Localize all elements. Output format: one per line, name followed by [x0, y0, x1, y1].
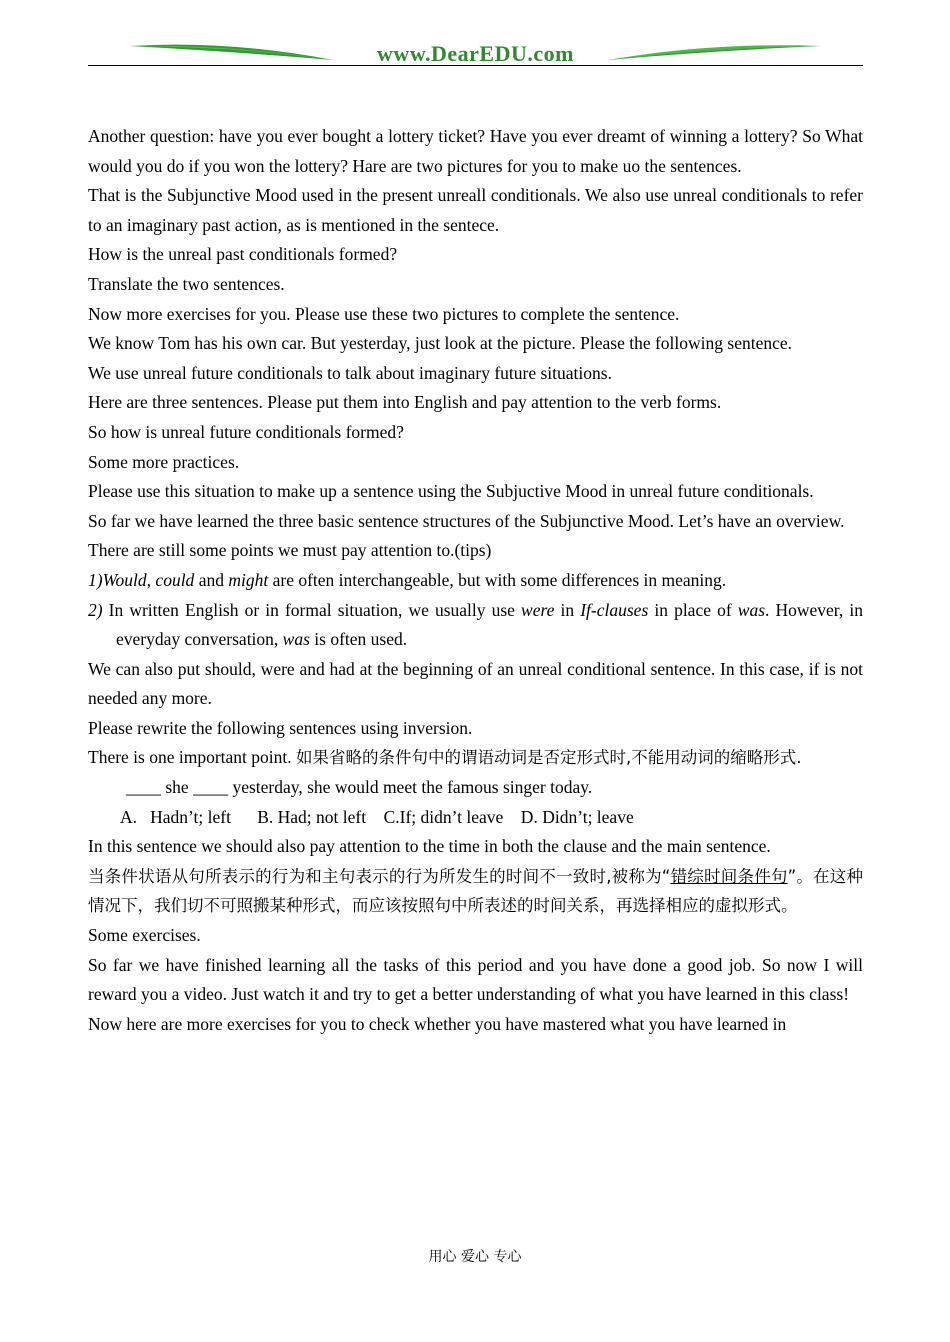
emphasis: were: [521, 599, 555, 620]
emphasis: If-clauses: [580, 599, 649, 620]
paragraph: So how is unreal future conditionals formed?: [88, 421, 404, 442]
text: ”。在这种情况下，我们切不可照搬某种形式，而应该按照句中所表述的时间关系，再选择相应的虚拟形式。: [88, 866, 864, 916]
paragraph: So far we have learned the three basic sentence structures of the Subjunctive Mood. Let’s have an overview.: [88, 510, 845, 531]
page-header: [88, 38, 863, 68]
emphasis: might: [228, 569, 269, 590]
emphasis: could: [155, 569, 195, 590]
tip-number: 1): [88, 569, 103, 590]
exercise-choices: A. Hadn’t; left B. Had; not left C.If; didn’t leave D. Didn’t; leave: [120, 806, 634, 827]
paragraph: There are still some points we must pay attention to.(tips): [88, 540, 492, 561]
paragraph: In this sentence we should also pay attention to the time in both the clause and the main sentence.: [88, 836, 771, 857]
header-rule: [88, 65, 863, 66]
document-body: [88, 122, 863, 1039]
text: In written English or in formal situation, we usually use: [102, 599, 522, 620]
text: in: [554, 599, 581, 620]
paragraph: We use unreal future conditionals to talk about imaginary future situations.: [88, 362, 612, 383]
site-logo-text: www.DearEDU.com: [377, 41, 574, 66]
paragraph-mixed: [88, 743, 863, 773]
underlined-term: 错综时间条件句: [670, 866, 788, 886]
emphasis: was: [282, 629, 310, 650]
text: in place of: [648, 599, 738, 620]
emphasis: Would,: [102, 569, 152, 590]
paragraph: Another question: have you ever bought a lottery ticket? Have you ever dreamt of winning a lottery? So What would you do if you won the lottery? Hare are two pictures for you to make uo the sentences.: [88, 126, 863, 176]
text: . However, in everyday conversation,: [116, 599, 863, 650]
paragraph: Here are three sentences. Please put them into English and pay attention to the verb forms.: [88, 392, 722, 413]
exercise-question: ____ she ____ yesterday, she would meet the famous singer today.: [126, 777, 593, 798]
tip-2: [88, 596, 863, 655]
text: is often used.: [309, 629, 408, 650]
emphasis: was: [737, 599, 765, 620]
paragraph: Some more practices.: [88, 451, 240, 472]
text: are often interchangeable, but with some differences in meaning.: [268, 569, 727, 590]
text: 当条件状语从句所表示的行为和主句表示的行为所发生的时间不一致时,被称为“: [88, 866, 671, 886]
paragraph: So far we have finished learning all the tasks of this period and you have done a good job. So now I will reward you a video. Just watch it and try to get a better understanding of what you have learned in this class!: [88, 954, 863, 1005]
paragraph: We know Tom has his own car. But yesterday, just look at the picture. Please the following sentence.: [88, 333, 793, 354]
paragraph: Some exercises.: [88, 925, 201, 946]
paragraph: Please rewrite the following sentences using inversion.: [88, 717, 473, 738]
paragraph: Translate the two sentences.: [88, 273, 285, 294]
paragraph: We can also put should, were and had at the beginning of an unreal conditional sentence. In this case, if is not needed any more.: [88, 658, 863, 709]
paragraph: That is the Subjunctive Mood used in the present unreall conditionals. We also use unreal conditionals to refer to an imaginary past action, as is mentioned in the sentece.: [88, 185, 863, 235]
tip-1: [88, 566, 863, 596]
paragraph: Now here are more exercises for you to check whether you have mastered what you have learned in: [88, 1013, 787, 1034]
chinese-text: 如果省略的条件句中的谓语动词是否定形式时,不能用动词的缩略形式.: [296, 748, 802, 768]
paragraph: Now more exercises for you. Please use these two pictures to complete the sentence.: [88, 303, 680, 324]
paragraph: Please use this situation to make up a sentence using the Subjuctive Mood in unreal future conditionals.: [88, 481, 814, 502]
text: and: [194, 569, 229, 590]
tip-number: 2): [88, 599, 103, 620]
page-footer: 用心 爱心 专心: [428, 1249, 522, 1265]
text: There is one important point.: [88, 747, 297, 768]
chinese-paragraph: [88, 862, 863, 921]
paragraph: How is the unreal past conditionals formed?: [88, 244, 398, 265]
